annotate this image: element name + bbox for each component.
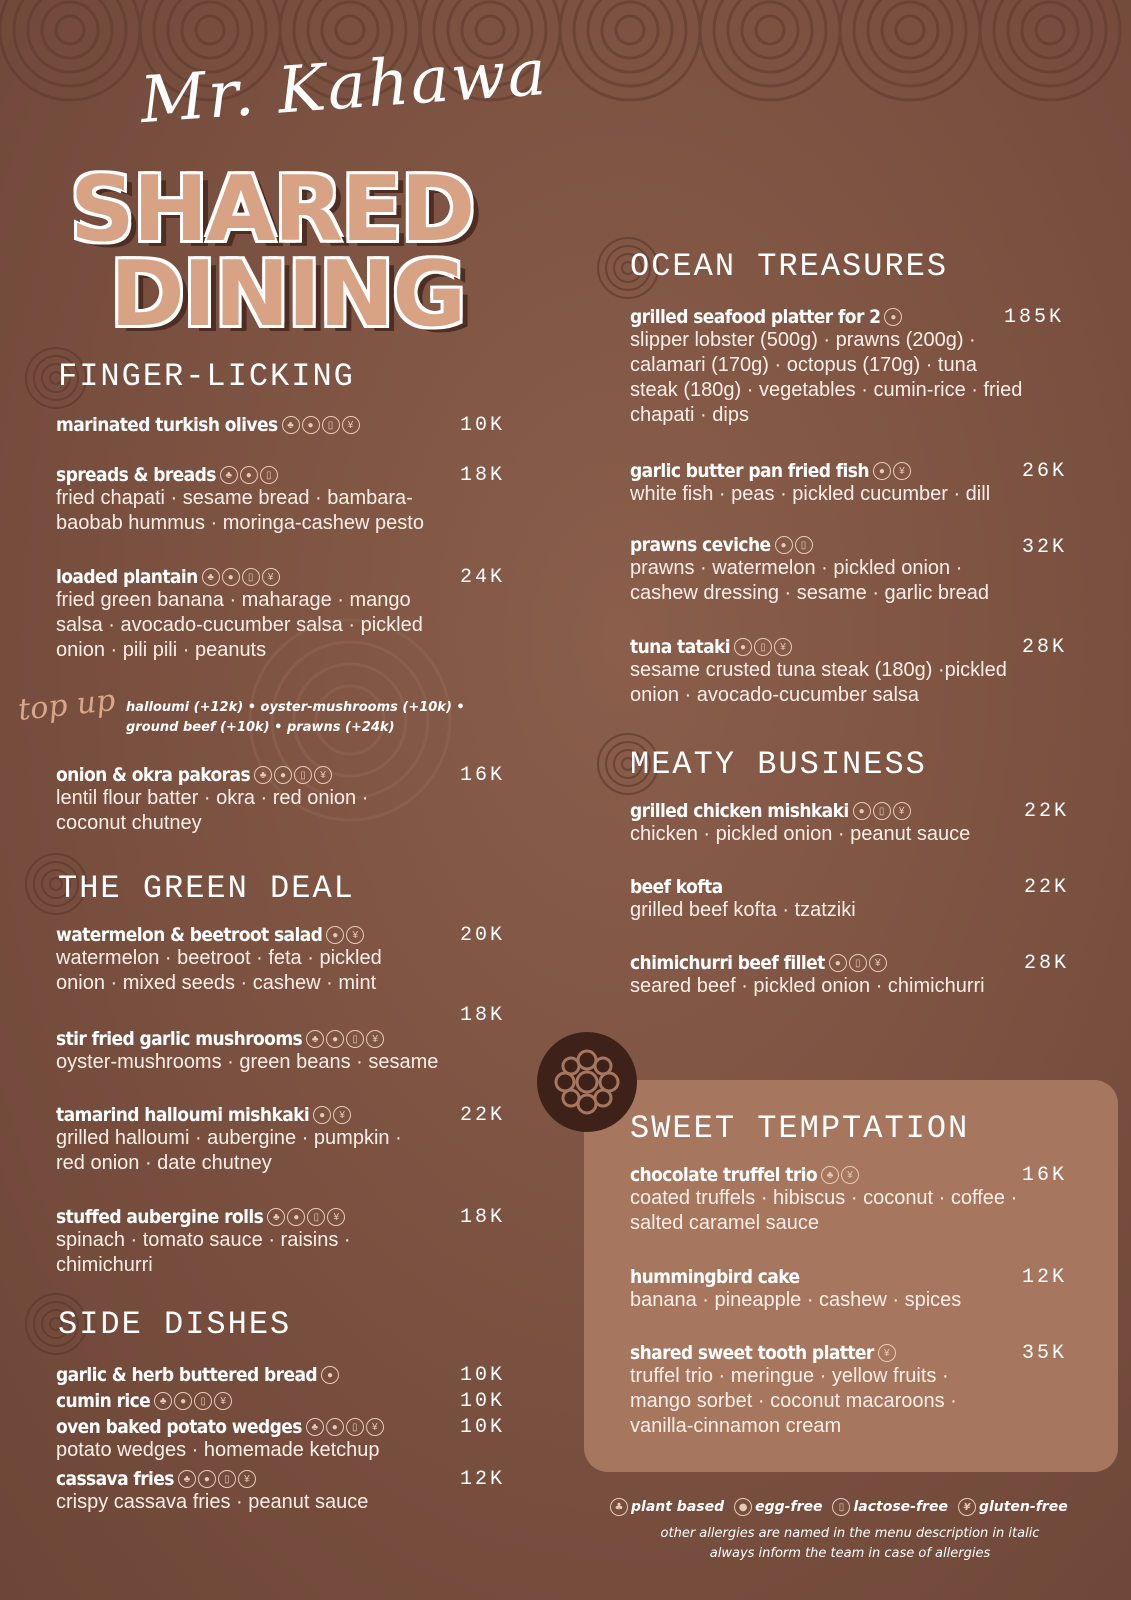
allergen-icons <box>775 536 813 554</box>
allergen-icons <box>154 1392 232 1410</box>
gluten-free-icon: ¥ <box>366 1418 384 1436</box>
allergen-icons <box>254 766 332 784</box>
section-title-meaty-business: MEATY BUSINESS <box>630 746 927 783</box>
egg-free-icon: ● <box>274 766 292 784</box>
egg-free-icon: ● <box>174 1392 192 1410</box>
legend-gluten-free: gluten-free <box>978 1499 1068 1515</box>
menu-item <box>56 566 526 663</box>
menu-item <box>56 764 526 836</box>
item-name: stir fried garlic mushrooms <box>56 1028 303 1050</box>
egg-free-icon: ● <box>873 462 891 480</box>
item-price: 18K <box>460 1004 506 1027</box>
item-description: fried chapati · sesame bread · bambara-baobab hummus · moringa-cashew pesto <box>56 487 424 534</box>
item-name: shared sweet tooth platter <box>630 1342 874 1364</box>
item-description: lentil flour batter · okra · red onion · coconut chutney <box>56 787 369 834</box>
allergy-note: other allergies are named in the menu description in italic <box>660 1526 1040 1541</box>
item-description: chicken · pickled onion · peanut sauce <box>630 823 971 845</box>
gluten-free-icon: ¥ <box>327 1208 345 1226</box>
egg-free-icon: ● <box>326 1030 344 1048</box>
gluten-free-icon: ¥ <box>366 1030 384 1048</box>
menu-item <box>56 1416 526 1463</box>
allergen-icons <box>884 308 902 326</box>
gluten-free-icon: ¥ <box>869 954 887 972</box>
item-price: 12K <box>460 1468 506 1491</box>
item-description: oyster-mushrooms · green beans · sesame <box>56 1051 439 1073</box>
item-name: tamarind halloumi mishkaki <box>56 1104 310 1126</box>
gluten-free-icon: ¥ <box>958 1498 976 1516</box>
lactose-free-icon: ▯ <box>294 766 312 784</box>
lactose-free-icon: ▯ <box>849 954 867 972</box>
item-price: 18K <box>460 1206 506 1229</box>
allergen-icons <box>313 1106 351 1124</box>
item-price: 16K <box>1022 1164 1068 1187</box>
menu-item <box>56 1028 526 1075</box>
egg-free-icon: ● <box>287 1208 305 1226</box>
legend-egg-free: egg-free <box>755 1499 823 1515</box>
item-price: 16K <box>460 764 506 787</box>
allergen-icons <box>821 1166 859 1184</box>
menu-item <box>56 1390 526 1412</box>
item-price: 22K <box>1024 876 1070 899</box>
page-title-line2: DINING <box>110 242 465 347</box>
section-title-finger-licking: FINGER-LICKING <box>58 358 355 395</box>
item-price: 18K <box>460 464 506 487</box>
lactose-free-icon: ▯ <box>194 1392 212 1410</box>
egg-free-icon: ● <box>775 536 793 554</box>
menu-item <box>56 924 526 996</box>
allergen-icons <box>878 1344 896 1362</box>
lactose-free-icon: ▯ <box>832 1498 850 1516</box>
allergen-icons <box>321 1366 339 1384</box>
allergen-icons <box>267 1208 345 1226</box>
item-price: 10K <box>460 1416 506 1439</box>
item-price: 20K <box>460 924 506 947</box>
item-name: stuffed aubergine rolls <box>56 1206 264 1228</box>
item-description: seared beef · pickled onion · chimichurri <box>630 975 985 997</box>
plant-based-icon: ♣ <box>821 1166 839 1184</box>
gluten-free-icon: ¥ <box>841 1166 859 1184</box>
egg-free-icon: ● <box>829 954 847 972</box>
item-description: truffel trio · meringue · yellow fruits · mango sorbet · coconut macaroons · vanilla-cinnamon cream <box>630 1365 957 1437</box>
item-description: spinach · tomato sauce · raisins · chimichurri <box>56 1229 351 1276</box>
plant-based-icon: ♣ <box>306 1418 324 1436</box>
egg-free-icon: ● <box>321 1366 339 1384</box>
item-name: garlic & herb buttered bread <box>56 1364 318 1386</box>
item-price: 185K <box>1004 306 1065 329</box>
item-name: chimichurri beef fillet <box>630 952 825 974</box>
item-name: prawns ceviche <box>630 534 771 556</box>
gluten-free-icon: ¥ <box>878 1344 896 1362</box>
egg-free-icon: ● <box>853 802 871 820</box>
item-name: grilled chicken mishkaki <box>630 800 849 822</box>
legend-lactose-free: lactose-free <box>853 1499 948 1515</box>
legend-plant-based: plant based <box>631 1499 725 1515</box>
menu-item <box>56 464 526 536</box>
lactose-free-icon: ▯ <box>754 638 772 656</box>
item-description: coated truffels · hibiscus · coconut · coffee · salted caramel sauce <box>630 1187 1018 1234</box>
plant-based-icon: ♣ <box>220 466 238 484</box>
item-name: tuna tataki <box>630 636 731 658</box>
lactose-free-icon: ▯ <box>307 1208 325 1226</box>
allergen-icons <box>734 638 792 656</box>
plant-based-icon: ♣ <box>202 568 220 586</box>
item-price: 32K <box>1022 536 1068 559</box>
item-description: fried green banana · maharage · mango salsa · avocado-cucumber salsa · pickled onion · pili pili · peanuts <box>56 589 423 661</box>
plant-based-icon: ♣ <box>178 1470 196 1488</box>
plant-based-icon: ♣ <box>267 1208 285 1226</box>
lactose-free-icon: ▯ <box>346 1418 364 1436</box>
allergen-icons <box>202 568 280 586</box>
section-title-ocean-treasures: OCEAN TREASURES <box>630 248 949 285</box>
gluten-free-icon: ¥ <box>314 766 332 784</box>
section-title-sweet-temptation: SWEET TEMPTATION <box>630 1110 970 1147</box>
item-name: spreads & breads <box>56 464 216 486</box>
item-name: marinated turkish olives <box>56 414 278 436</box>
item-price: 12K <box>1022 1266 1068 1289</box>
allergen-icons <box>873 462 911 480</box>
item-price: 28K <box>1022 636 1068 659</box>
item-name: chocolate truffel trio <box>630 1164 818 1186</box>
menu-item <box>56 1206 526 1278</box>
top-up-options: halloumi (+12k) • oyster-mushrooms (+10k) • ground beef (+10k) • prawns (+24k) <box>126 700 465 735</box>
lactose-free-icon: ▯ <box>795 536 813 554</box>
item-price: 28K <box>1024 952 1070 975</box>
plant-based-icon: ♣ <box>254 766 272 784</box>
item-name: grilled seafood platter for 2 <box>630 306 881 328</box>
top-up-script: top up <box>16 683 117 728</box>
page-title-line1: SHARED <box>70 157 474 262</box>
allergen-icons <box>178 1470 256 1488</box>
allergy-note: always inform the team in case of allergies <box>709 1546 991 1561</box>
item-description: banana · pineapple · cashew · spices <box>630 1289 962 1311</box>
allergen-icons <box>282 416 360 434</box>
item-name: watermelon & beetroot salad <box>56 924 323 946</box>
item-name: onion & okra pakoras <box>56 764 251 786</box>
lactose-free-icon: ▯ <box>218 1470 236 1488</box>
gluten-free-icon: ¥ <box>342 416 360 434</box>
section-title-side-dishes: SIDE DISHES <box>58 1306 292 1343</box>
item-description: prawns · watermelon · pickled onion · cashew dressing · sesame · garlic bread <box>630 557 990 604</box>
allergen-icons <box>829 954 887 972</box>
egg-free-icon: ● <box>313 1106 331 1124</box>
item-name: loaded plantain <box>56 566 198 588</box>
allergen-icons <box>326 926 364 944</box>
egg-free-icon: ● <box>302 416 320 434</box>
menu-item <box>56 414 526 436</box>
gluten-free-icon: ¥ <box>333 1106 351 1124</box>
item-description: slipper lobster (500g) · prawns (200g) · calamari (170g) · octopus (170g) · tuna steak (180g) · vegetables · cumin-rice · fried chapati · dips <box>630 329 1023 426</box>
allergen-legend <box>610 1498 1090 1516</box>
egg-free-icon: ● <box>734 1498 752 1516</box>
flower-icon <box>535 1030 639 1134</box>
item-price: 22K <box>1024 800 1070 823</box>
menu-item <box>56 1468 526 1515</box>
menu-item <box>56 1364 526 1386</box>
item-price: 10K <box>460 414 506 437</box>
item-price: 22K <box>460 1104 506 1127</box>
plant-based-icon: ♣ <box>610 1498 628 1516</box>
plant-based-icon: ♣ <box>154 1392 172 1410</box>
gluten-free-icon: ¥ <box>893 802 911 820</box>
egg-free-icon: ● <box>884 308 902 326</box>
gluten-free-icon: ¥ <box>774 638 792 656</box>
item-description: sesame crusted tuna steak (180g) ·pickled onion · avocado-cucumber salsa <box>630 659 1007 706</box>
egg-free-icon: ● <box>240 466 258 484</box>
lactose-free-icon: ▯ <box>322 416 340 434</box>
allergen-icons <box>853 802 911 820</box>
item-name: hummingbird cake <box>630 1266 800 1288</box>
gluten-free-icon: ¥ <box>214 1392 232 1410</box>
item-description: grilled halloumi · aubergine · pumpkin · red onion · date chutney <box>56 1127 402 1174</box>
allergen-icons <box>220 466 278 484</box>
item-description: potato wedges · homemade ketchup <box>56 1439 380 1461</box>
item-description: crispy cassava fries · peanut sauce <box>56 1491 369 1513</box>
gluten-free-icon: ¥ <box>346 926 364 944</box>
lactose-free-icon: ▯ <box>242 568 260 586</box>
egg-free-icon: ● <box>326 926 344 944</box>
allergen-icons <box>306 1030 384 1048</box>
lactose-free-icon: ▯ <box>873 802 891 820</box>
egg-free-icon: ● <box>198 1470 216 1488</box>
item-name: beef kofta <box>630 876 723 898</box>
egg-free-icon: ● <box>326 1418 344 1436</box>
section-title-green-deal: THE GREEN DEAL <box>58 870 355 907</box>
item-description: grilled beef kofta · tzatziki <box>630 899 856 921</box>
item-price: 24K <box>460 566 506 589</box>
item-name: oven baked potato wedges <box>56 1416 302 1438</box>
item-price: 10K <box>460 1390 506 1413</box>
item-price: 26K <box>1022 460 1068 483</box>
gluten-free-icon: ¥ <box>893 462 911 480</box>
item-description: white fish · peas · pickled cucumber · dill <box>630 483 991 505</box>
egg-free-icon: ● <box>222 568 240 586</box>
item-price: 35K <box>1022 1342 1068 1365</box>
brand-logo: Mr. Kahawa <box>137 35 551 139</box>
item-price: 10K <box>460 1364 506 1387</box>
item-name: garlic butter pan fried fish <box>630 460 869 482</box>
menu-item <box>56 1104 526 1176</box>
gluten-free-icon: ¥ <box>262 568 280 586</box>
gluten-free-icon: ¥ <box>238 1470 256 1488</box>
plant-based-icon: ♣ <box>306 1030 324 1048</box>
item-description: watermelon · beetroot · feta · pickled onion · mixed seeds · cashew · mint <box>56 947 382 994</box>
lactose-free-icon: ▯ <box>346 1030 364 1048</box>
item-name: cassava fries <box>56 1468 174 1490</box>
item-name: cumin rice <box>56 1390 151 1412</box>
lactose-free-icon: ▯ <box>260 466 278 484</box>
plant-based-icon: ♣ <box>282 416 300 434</box>
egg-free-icon: ● <box>734 638 752 656</box>
allergen-icons <box>306 1418 384 1436</box>
